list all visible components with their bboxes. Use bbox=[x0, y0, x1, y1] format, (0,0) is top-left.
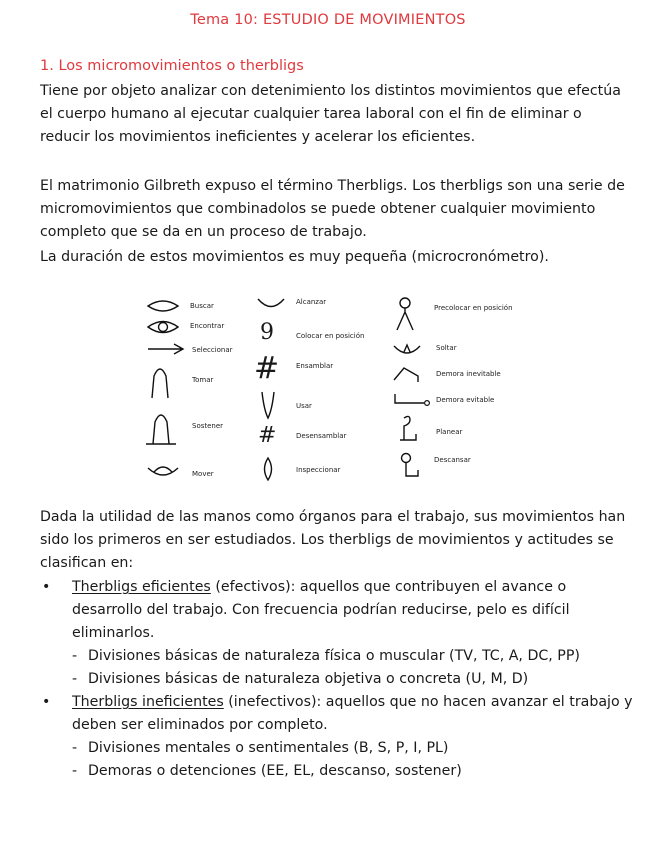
precolocar-symbol-icon bbox=[394, 296, 416, 332]
label-inspeccionar: Inspeccionar bbox=[296, 466, 341, 474]
demora-inevitable-icon bbox=[392, 364, 422, 384]
label-mover: Mover bbox=[192, 470, 214, 478]
label-tomar: Tomar bbox=[192, 376, 214, 384]
label-planear: Planear bbox=[436, 428, 463, 436]
colocar-nine-icon: 9 bbox=[260, 320, 274, 345]
sub-item-text: Demoras o detenciones (EE, EL, descanso, sostener) bbox=[88, 763, 462, 779]
paragraph-hands: Dada la utilidad de las manos como órganos para el trabajo, sus movimientos han sido los primeros en ser estudiados. Los therbligs de movimientos y actitudes se clasifican en: bbox=[40, 509, 626, 571]
inspeccionar-lens-icon bbox=[260, 456, 276, 482]
sub-item bbox=[72, 760, 636, 783]
demora-evitable-icon bbox=[392, 392, 432, 406]
desensamblar-hash-icon: # bbox=[258, 423, 277, 448]
label-precolocar: Precolocar en posición bbox=[434, 304, 513, 312]
encontrar-symbol-icon bbox=[146, 318, 180, 336]
label-colocar: Colocar en posición bbox=[296, 332, 365, 340]
dash-icon: - bbox=[72, 740, 78, 756]
page-title: Tema 10: ESTUDIO DE MOVIMIENTOS bbox=[190, 12, 466, 28]
alcanzar-symbol-icon bbox=[256, 296, 286, 310]
dash-icon: - bbox=[72, 671, 78, 687]
label-buscar: Buscar bbox=[190, 302, 214, 310]
paragraph-duration: La duración de estos movimientos es muy pequeña (microcronómetro). bbox=[40, 249, 549, 265]
therbligs-classification-list bbox=[40, 576, 636, 783]
label-encontrar: Encontrar bbox=[190, 322, 225, 330]
sub-item bbox=[72, 668, 636, 691]
mover-symbol-icon bbox=[146, 464, 180, 480]
list-item-efficient bbox=[40, 576, 636, 645]
sub-item bbox=[72, 737, 636, 760]
paragraph-objective: Tiene por objeto analizar con detenimiento los distintos movimientos que efectúa el cuerpo humano al ejecutar cualquier tarea laboral con el fin de eliminar o reducir los movimientos ineficientes y acelerar los eficientes. bbox=[40, 83, 621, 145]
label-desensamblar: Desensamblar bbox=[296, 432, 347, 440]
ensamblar-hash-icon: # bbox=[254, 351, 280, 386]
label-ensamblar: Ensamblar bbox=[296, 362, 334, 370]
term-inefficient: Therbligs ineficientes bbox=[72, 694, 224, 710]
sublist-efficient bbox=[40, 645, 636, 691]
therbligs-symbol-chart bbox=[140, 290, 540, 490]
list-item-inefficient bbox=[40, 691, 636, 737]
label-descansar: Descansar bbox=[434, 456, 471, 464]
label-demora-evitable: Demora evitable bbox=[436, 396, 495, 404]
sub-item-text: Divisiones básicas de naturaleza objetiva o concreta (U, M, D) bbox=[88, 671, 529, 687]
sostener-symbol-icon bbox=[144, 410, 178, 448]
sublist-inefficient bbox=[40, 737, 636, 783]
label-demora-inevitable: Demora inevitable bbox=[436, 370, 501, 378]
sub-item-text: Divisiones mentales o sentimentales (B, S, P, I, PL) bbox=[88, 740, 449, 756]
usar-symbol-icon bbox=[258, 390, 278, 420]
buscar-symbol-icon bbox=[146, 298, 180, 314]
text-efficient: (efectivos): aquellos que contribuyen el avance o desarrollo del trabajo. Con frecuencia podrían reducirse, pelo es difícil eliminarlos. bbox=[72, 579, 570, 641]
soltar-symbol-icon bbox=[392, 342, 422, 358]
text-inefficient: (inefectivos): aquellos que no hacen avanzar el trabajo y deben ser eliminados por completo. bbox=[72, 694, 633, 733]
label-soltar: Soltar bbox=[436, 344, 457, 352]
paragraph-gilbreth: El matrimonio Gilbreth expuso el término Therbligs. Los therbligs son una serie de micromovimientos que combinadolos se puede obtener cualquier movimiento completo que se da en un proceso de trabajo. bbox=[40, 178, 625, 240]
label-usar: Usar bbox=[296, 402, 312, 410]
bullet-icon: • bbox=[42, 579, 51, 595]
label-alcanzar: Alcanzar bbox=[296, 298, 327, 306]
dash-icon: - bbox=[72, 763, 78, 779]
descansar-symbol-icon bbox=[398, 452, 422, 480]
term-efficient: Therbligs eficientes bbox=[72, 579, 211, 595]
section-heading: 1. Los micromovimientos o therbligs bbox=[40, 58, 304, 74]
sub-item-text: Divisiones básicas de naturaleza física o muscular (TV, TC, A, DC, PP) bbox=[88, 648, 580, 664]
planear-symbol-icon bbox=[398, 414, 420, 442]
sub-item bbox=[72, 645, 636, 668]
seleccionar-arrow-icon bbox=[146, 342, 186, 356]
label-seleccionar: Seleccionar bbox=[192, 346, 233, 354]
label-sostener: Sostener bbox=[192, 422, 224, 430]
tomar-symbol-icon bbox=[148, 364, 172, 400]
bullet-icon: • bbox=[42, 694, 51, 710]
dash-icon: - bbox=[72, 648, 78, 664]
